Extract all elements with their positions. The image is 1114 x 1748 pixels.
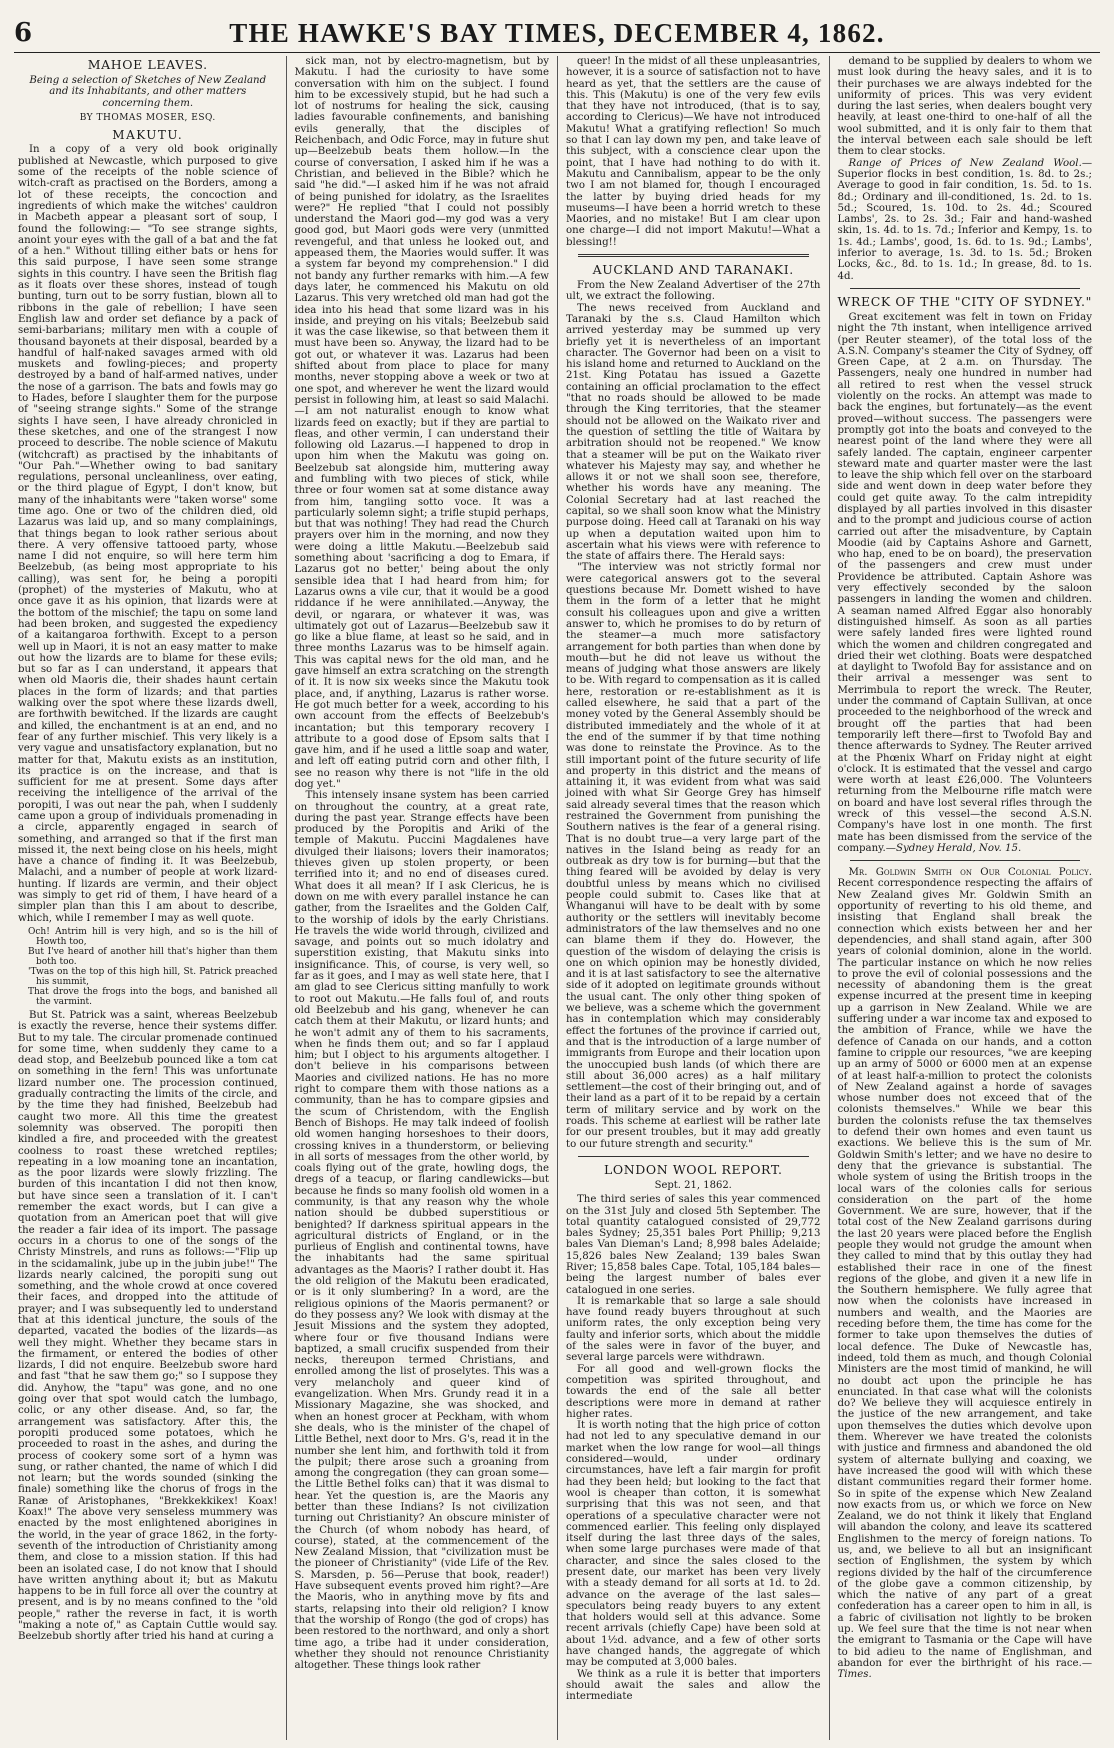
wool-prices-paragraph bbox=[838, 158, 1093, 282]
section-divider bbox=[578, 254, 809, 257]
paragraph-text: Recent correspondence respecting the affairs of New Zealand gives Mr. Goldwin Smith an opportunity of reverting to his old theme, and insisting that England shall break the connection which exists between her and her dependencies, and shall stand again, after 300 years of colonial dominion, alone in the world. The particular instance on which he now relies to prove the evil of colonial possessions and the necessity of abandoning them is the great expense incurred at the present time in keeping up a garrison in New Zealand. While we are suffering under a war income tax and exposed to the ambition of France, while we have the defence of Canada on our hands, and a cotton famine to cripple our resources, "we are keeping up an army of 5000 or 6000 men at an expense of at least half-a-million to protect the colonists of New Zealand against a horde of savages whose number does not exceed that of the colonists themselves." While we bear this burden the colonists refuse the tax themselves to defend their own homes and even taunt us exactions. We believe this is the sum of Mr. Goldwin Smith's letter; and we have no desire to deny that the grievance is substantial. The whole system of using the British troops in the local wars of the colonies calls for serious consideration on the part of the home Government. We are sure, however, that if the total cost of the New Zealand garrisons during the last 20 years were placed before the English people they would not grudge the amount when they called to mind that by this outlay they had established their race in one of the finest regions of the globe, and given it a new life in the Southern hemisphere. We fully agree that now when the colonists have increased in numbers and wealth, and the Maories are receding before them, the time has come for the former to take upon themselves the duties of local defence. The Duke of Newcastle has, indeed, told them as much, and though Colonial Ministers are the most timid of mankind, he will no doubt act upon the principle he has enunciated. In that case what will the colonists do? We believe they will acquiesce entirely in the justice of the new arrangement, and take upon themselves the duties which devolve upon them. Wherever we have treated the colonists with justice and firmness and abandoned the old system of alternate bullying and coaxing, we have increased the good will with which these distant communities regard their former home. So in spite of the expense which New Zealand now exacts from us, or which we force on New Zealand, we do not think it likely that England will abandon the colony, and leave its scattered Englishmen to the mercy of foreign nations. To us, and, we believe to all but an insignificant section of Englishmen, the system by which regions divided by the half of the circumference of the globe gave a common citizenship, by which the native of any part of a great confederation has a career open to him in all, is a fabric of civilisation not lightly to be broken up. We feel sure that the time is not near when the emigrant to Tasmania or the Cape will have to bid adieu to the name of Englishman, and abandon for ever the birthright of his race. bbox=[837, 878, 1092, 1669]
article-subheading: Being a selection of Sketches of New Zealand and its Inhabitants, and other matters concerning them. bbox=[29, 75, 267, 109]
verse-quotation bbox=[28, 927, 278, 1007]
paragraph: It is worth noting that the high price of cotton had not led to any speculative demand in our market when the low range for wool—all things considered—would, under ordinary circumstances, have left a fair margin for profit had they been held; but looking to the fact that wool is cheaper than cotton, it is somewhat surprising that this was not seen, and that operations of a speculative character were not commenced earlier. This feeling only displayed itself during the last three days of the sales, when some large purchases were made of that character, and since the sales closed to the present date, our market has been very lively with a steady demand for all sorts at 1d. to 2d. advance on the average of the last sales—speculators being ready buyers to any extent that holders would sell at this advance. Some recent arrivals (chiefly Cape) have been sold at about 1½d. advance, and a few of other sorts have changed hands, the aggregate of which may be computed at 3,000 bales. bbox=[566, 1420, 821, 1669]
source-attribution: —Times. bbox=[837, 1657, 1092, 1681]
paragraph: sick man, not by electro-magnetism, but by Makutu. I had the curiosity to have some conversation with him on the subject. I found him to be excessively stupid, but he had such a lot of nostrums for healing the sick, causing ladies favourable confinements, and banishing evils generally, that the disciples of Reichenbach, and Odic Force, may in future shut up—Beelzebub beats them hollow.—In the course of conversation, I asked him if he was a Christian, and believed in the Bible? which he said "he did."—I asked him if he was not afraid of being punished for idolatry, as the Israelites were?" He replied "that I could not possibly understand the Maori god—my god was a very good god, but Maori gods were very (unmitted revengeful, and that unless he looked out, and appeased them, the Maories would suffer. It was a system far beyond my comprehension." I did not bandy any further remarks with him.—A few days later, he commenced his Makutu on old Lazarus. This very wretched old man had got the idea into his head that some lizard was in his inside, and preying on his vitals; Beelzebub said it was the case likewise, so that between them it must have been so. Anyway, the lizard had to be got out, or whatever it was. Lazarus had been shifted about from place to place for many months, never stopping above a week or two at one spot, and wherever he went the lizard would persist in following him, at least so said Malachi.—I am not naturalist enough to know what lizards feed on exactly; but if they are partial to fleas, and other vermin, I can understand their following old Lazarus.—I happened to drop in upon him when the Makutu was going on. Beelzebub sat alongside him, muttering away and fumbling with two pieces of stick, while three or four women sat at some distance away from him, tangiing sotto voce. It was a particularly solemn sight; a trifle stupid perhaps, but that was nothing! They had read the Church prayers over him in the morning, and now they were doing a little Makutu.—Beelzebub said something about 'sacrificing a dog to Emara, if Lazarus got no better,' being about the only sensible idea that I had heard from him; for Lazarus owns a vile cur, that it would be a good riddance if he were annihilated.—Anyway, the devil, or ngarara, or whatever it was, was ultimately got out of Lazarus—Beelzebub saw it go like a blue flame, at least so he said, and in three months Lazarus was to be himself again. This was capital news for the old man, and he gave himself an extra scratching on the strength of it. It is now six weeks since the Makutu took place, and, if anything, Lazarus is rather worse. He got much better for a week, according to his own account from the effects of Beelzebub's incantation; but this temporary recovery I attribute to a good dose of Epsom salts that I gave him, and if he used a little soap and water, and left off eating putrid corn and other filth, I see no reason why there is not "life in the old dog yet." bbox=[294, 56, 549, 790]
column-2 bbox=[286, 56, 558, 1740]
section-divider bbox=[850, 860, 1081, 861]
paragraph: The news received from Auckland and Taranaki by the s.s. Claud Hamilton which arrived yesterday may be summed up very briefly yet it is nevertheless of an important character. The Governor had been on a visit to his island home and returned to Auckland on the 21st. King Potatau has issued a Gazette containing an official proclamation to the effect "that no roads should be allowed to be made through the King territories, that the steamer should not be allowed on the Waikato river and the question of settling the title of Waitara by arbitration should not be reopened." We know that a steamer will be put on the Waikato river whatever his Majesty may say, and whether he allows it or not we shall soon see, therefore, whether his words have any meaning. The Colonial Secretary had at last reached the capital, so we shall soon know what the Ministry purpose doing. Heed call at Taranaki on his way up when a deputation waited upon him to ascertain what his views were with reference to the state of affairs there. The Herald says: bbox=[566, 302, 821, 563]
column-1 bbox=[14, 56, 286, 1740]
column-4 bbox=[829, 56, 1101, 1740]
paragraph: But St. Patrick was a saint, whereas Beelzebub is exactly the reverse, hence their systems differ. But to my tale. The circular promenade continued for some time, when suddenly they came to a dead stop, and Beelzebub pounced like a tom cat on something in the fern! This was unfortunate lizard number one. The procession continued, gradually contracting the limits of the circle, and by the time they had finished, Beelzebub had caught two more. All this time the greatest solemnity was observed. The poropiti then kindled a fire, and proceeded with the greatest coolness to roast these wretched reptiles; repeating in a low moaning tone an incantation, as the poor lizards were slowly frizzling. The burden of this incantation I did not then know, but have since seen a translation of it. I can't remember the exact words, but I can give a quotation from an American poet that will give the reader a fair idea of its import. The passage occurs in a chorus to one of the songs of the Christy Minstrels, and runs as follows:—"Flip up in the scidamalink, jube up in the jubin jube!" The lizards nearly calcined, the poropiti sung out something, and the whole crowd at once covered their faces, and dropped into the attitude of prayer; and I was subsequently led to understand that at this identical juncture, the souls of the departed, vacated the bodies of the lizards—as well they might. Whether they became stars in the firmament, or entered the bodies of other lizards, I did not enquire. Beelzebub swore hard and fast "that he saw them go;" so I suppose they did. Anyhow, the "tapu" was gone, and no one going over that spot would catch the lumbago, colic, or any other disease. And, so far, the arrangement was satisfactory. After this, the poropiti produced some potatoes, which he proceeded to roast in the ashes, and during the process of cookery some sort of a hymn was sung, or rather chanted, the name of which I did not learn; but the words sounded (sinking the finale) something like the chorus of frogs in the Ranæ of Aristophanes, "Brekkekkikex! Koax! Koax!" The above very senseless mummery was enacted by the most enlightened aborigines in the world, in the year of grace 1862, in the forty-seventh of the introduction of Christianity among them, and close to a mission station. If this had been an isolated case, I do not know that I should have written anything about it; but as Makutu happens to be in full force all over the country at present, and is by no means confined to the "old people," rather the reverse in fact, it is worth "making a note of," as Captain Cuttle would say. Beelzebub shortly after tried his hand at curing a bbox=[18, 1009, 278, 1643]
paragraph: From the New Zealand Advertiser of the 27th ult, we extract the following. bbox=[566, 280, 821, 303]
article-heading-auckland-taranaki: AUCKLAND AND TARANAKI. bbox=[592, 262, 794, 278]
paragraph: The third series of sales this year commenced on the 31st July and closed 5th September. The total quantity catalogued consisted of 29,772 bales Sydney; 25,351 bales Port Phillip; 9,213 bales Van Dieman's Land; 8,998 bales Adelaide; 15,826 bales New Zealand; 139 bales Swan River; 15,858 bales Cape. Total, 105,184 bales—being the largest number of bales ever catalogued in one series. bbox=[566, 1194, 821, 1296]
verse-line: But I've heard of another hill that's higher than them both too. bbox=[28, 946, 278, 967]
article-heading-mahoe-leaves: MAHOE LEAVES. bbox=[87, 57, 208, 72]
column-3 bbox=[557, 56, 829, 1740]
paragraph: queer! In the midst of all these unpleasantries, however, it is a source of satisfaction not to have heard as yet, that the settlers are the cause of this. This (Makutu) is one of the very few evils that they have not introduced, (that is to say, according to Clericus)—We have not introduced Makutu! What a gratifying reflection! So much so that I can lay down my pen, and take leave of this subject, with a conscience clear upon the point, that I have had nothing to do with it. Makutu and Cannibalism, appear to be the only two I am not blamed for, though I encouraged the latter by buying dried heads for my museums—I have been a horrid wretch to these Maories, and no mistake! But I am clear upon one charge—I did not import Makutu!—What a blessing!! bbox=[566, 56, 821, 248]
verse-line: That drove the frogs into the bogs, and banished all the varmint. bbox=[28, 986, 278, 1007]
wool-prices-label: Range of Prices of New Zealand Wool. bbox=[848, 157, 1082, 169]
article-columns bbox=[14, 56, 1100, 1740]
article-heading-london-wool-report: LONDON WOOL REPORT. bbox=[603, 1161, 783, 1177]
wool-prices-text: —Superior flocks in best condition, 1s. 8d. to 2s.; Average to good in fair condition, 1s. 5d. to 1s. 8d.; Ordinary and ill-conditioned, 1s. 2d. to 1s. 5d.; Scoured, 1s. 10d. to 2s. 4d.; Scoured Lambs', 2s. to 2s. 3d.; Fair and hand-washed skin, 1s. 4d. to 1s. 7d.; Inferior and Kempy, 1s. to 1s. 4d.; Lambs', good, 1s. 6d. to 1s. 9d.; Lambs', inferior to average, 1s. 3d. to 1s. 5d.; Broken Locks, &c., 8d. to 1s. 1d.; In grease, 8d. to 1s. 4d. bbox=[837, 157, 1092, 282]
paragraph-text: Great excitement was felt in town on Friday night the 7th instant, when intelligence arrived (per Reuter steamer), of the total loss of the A.S.N. Company's steamer the City of Sydney, off Green Cape, at 2 a.m. on Thursday. The Passengers, nealy one hundred in number had all retired to rest when the vessel struck violently on the rocks. An attempt was made to back the engines, but fortunately—as the event proved—without success. The passengers were promptly got into the boats and conveyed to the nearest point of the land where they were all safely landed. The captain, engineer carpenter steward mate and quarter master were the last to leave the ship which fell over on the starboard side and went down in deep water before they could get quite away. To the calm intrepidity displayed by all parties involved in this disaster and to the prompt and judicious course of action carried out after the misadventure, by Captain Moodie (aid by Captains Ashore and Garnett, who hap, ened to be on board), the preservation of the passengers and crew must under Providence be attributed. Captain Ashore was very effectively seconded by the saloon passengers in landing the women and children. A seaman named Alfred Eggar also honorably distinguished himself. As soon as all parties were safely landed fires were lighted round which the women and children congregated and dried their wet clothing. Boats were despatched at daylight to Twofold Bay for assistance and on their arrival a messenger was sent to Merrimbula to report the wreck. The Reuter, under the command of Captain Sullivan, at once proceeded to the neighborhood of the wreck and brought off the parties that had been temporarily left there—first to Twofold Bay and thence afterwards to Sydney. The Reuter arrived at the Phœnix Wharf on Friday night at eight o'clock. It is estimated that the vessel and cargo were worth at least £26,000. The Volunteers returning from the Melbourne rifle match were on board and have lost several rifles through the wreck of this vessel—the second A.S.N. Company's have lost in one month. The first mate has been dismissed from the service of the company. bbox=[837, 311, 1092, 854]
runin-heading: Mr. Goldwin Smith on Our Colonial Policy. bbox=[848, 867, 1092, 879]
verse-line: Och! Antrim hill is very high, and so is the hill of Howth too, bbox=[28, 926, 278, 947]
paragraph: For all good and well-grown flocks the competition was spirited throughout, and towards the end of the sale all better descriptions were more in demand at rather higher rates. bbox=[566, 1363, 821, 1420]
paragraph bbox=[838, 867, 1093, 1680]
page-number: 6 bbox=[14, 18, 33, 48]
section-divider bbox=[850, 288, 1081, 289]
verse-line: 'Twas on the top of this high hill, St. Patrick preached his summit, bbox=[28, 966, 278, 987]
dateline: Sept. 21, 1862. bbox=[654, 1179, 732, 1191]
source-attribution: —Sydney Herald, Nov. 15. bbox=[885, 842, 1022, 854]
paragraph: demand to be supplied by dealers to whom we must look during the heavy sales, and it is to their purchases we are always indebted for the uniformity of prices. This was very evident during the last series, when dealers bought very heavily, at least one-third to one-half of all the wool submitted, and it is only fair to them that the interval between each sale should be left them to clear stocks. bbox=[837, 56, 1092, 158]
byline: BY THOMAS MOSER, ESQ. bbox=[79, 112, 216, 123]
paragraph bbox=[838, 312, 1093, 854]
paragraph: "The interview was not strictly formal nor were categorical answers got to the several questions because Mr. Domett wished to have them in the form of a letter that he might consult his colleagues upon and give a written answer to, which he promises to do by return of the steamer—a much more satisfactory arrangement for both parties than when done by mouth—but he did not leave us without the means of judging what those answers are likely to be. With regard to compensation as it is called here, restoration or re-establishment as it is called elsewhere, he said that a part of the money voted by the General Assembly should be distributed immediately and the whole of it at the end of the summer if by that time nothing was done to reinstate the Province. As to the still important point of the future security of life and property in this district and the means of attaining it, it was evident from what was said joined with what Sir George Grey has himself said already several times that the reason which restrained the Government from punishing the Southern natives is the fear of a general rising. That is no doubt true—a very large part of the natives in the Island being as ready for an outbreak as dry tow is for burning—but that the thing feared will be avoided by delay is very doubtful unless by means which no civilised people could submit to. Cases like that at Whanganui will have to be dealt with by some authority or the settlers will inevitably become administrators of the law themselves and no one can blame them if they do. However, the question of the wisdom of delaying the crisis is one on which opinion may be honestly divided, and it is at last satisfactory to see the alternative side of it adopted on legitimate grounds without the usual cant. The only other thing spoken of we believe, was a scheme which the government has in contemplation which may considerably effect the fortunes of the province if carried out, and that is the introduction of a large number of immigrants from Europe and their location upon the unoccupied bush lands (of which there are still about 36,000 acres) as a half military settlement—the cost of their bringing out, and of their land as a part of it to be repaid by a certain term of military service and by work on the roads. This scheme at earliest will be rather late for our present troubles, but it may add greatly to our future strength and security." bbox=[566, 562, 821, 1150]
paragraph: It is remarkable that so large a sale should have found ready buyers throughout at such uniform rates, the only exception being very faulty and inferior sorts, which about the middle of the sales were in favor of the buyer, and several large parcels were withdrawn. bbox=[566, 1295, 821, 1364]
section-divider bbox=[578, 1156, 809, 1157]
newspaper-title: THE HAWKE'S BAY TIMES, DECEMBER 4, 1862. bbox=[229, 17, 885, 48]
paragraph: In a copy of a very old book originally published at Newcastle, which purposed to give some of the receipts of the noble science of witch-craft as practised on the Borders, among a lot of these receipts, the concoction and ingredients of which make the witches' cauldron in Macbeth appear a pleasant sort of soup, I found the following:— "To see strange sights, anoint your eyes with the gall of a bat and the fat of a hen." Without tilling either bats or hens for this said purpose, I have seen some strange sights in this country. I have seen the British flag as it floats over these shores, instead of tough bunting, turn out to be sorry fustian, blown all to ribbons in the gale of rebellion; I have seen English law and order set defiance by a pack of semi-barbarians; military men with a couple of thousand bayonets at their disposal, bearded by a handful of half-naked savages armed with old muskets and fowling-pieces; and property destroyed by a band of half-armed natives, under the nose of a garrison. The bats and fowls may go to Hades, before I slaughter them for the purpose of "seeing strange sights." Some of the strange sights I have seen, I have already chronicled in these sketches, and one of the strangest I now proceed to describe. The noble science of Makutu (witchcraft) as practised by the inhabitants of "Our Pah."—Whether owing to bad sanitary regulations, personal uncleanliness, over eating, or the third plague of Egypt, I don't know, but many of the inhabitants were "taken worse" some time ago. One or two of the children died, old Lazarus was laid up, and so many complainings, that things began to look rather serious about there. A very offensive tattooed party, whose name I did not enquire, so will here term him Beelzebub, (as being most appropriate to his calling), was sent for, he being a poropiti (prophet) of the mysteries of Makutu, who at once gave it as his opinion, that lizards were at the bottom of the mischief; the tapu on some land had been broken, and suggested the expediency of a kaitangaroa forthwith. Except to a person well up in Maori, it is not an easy matter to make out how the lizards are to blame for these evils; but so far as I can understand, it appears that when old Maoris die, their shades haunt certain places in the form of lizards; and that parties walking over the spot where these lizards dwell, are forthwith bewitched. If the lizards are caught and killed, the enchantment is at an end, and no fear of any further mischief. This very likely is a very vague and unsatisfactory explanation, but no matter for that, Makutu exists as an institution, its practice is on the increase, and that is sufficient for me at present. Some days after receiving the intelligence of the arrival of the poropiti, I was out near the pah, when I suddenly came upon a group of individuals promenading in a circle, apparently engaged in search of something, and arranged so that if the first man missed it, the next being close on his heels, might have a chance of finding it. It was Beelzebub, Malachi, and a number of people at work lizard-hunting. If lizards are vermin, and their object was simply to get rid of them, I have heard of a simpler plan than this I am about to describe, which, while I remember I may as well quote. bbox=[18, 144, 278, 924]
article-heading-wreck-city-of-sydney: WRECK OF THE "CITY OF SYDNEY." bbox=[837, 293, 1092, 309]
paragraph: We think as a rule it is better that importers should await the sales and allow the intermediate bbox=[566, 1668, 821, 1703]
paragraph: This intensely insane system has been carried on throughout the country, at a great rate, during the past year. Strange effects have been produced by the Poropitis and Ariki of the temple of Makutu. Puccini Magdalenes have divulged their liaisons; lovers their inamoratos; thieves given up stolen property, or been terrified into it; and no end of diseases cured. What does it all mean? If I ask Clericus, he is down on me with every parallel instance he can gather, from the Israelites and the Golden Calf, to the worship of idols by the early Christians. He travels the wide world through, civilized and savage, and points out so much idolatry and superstition existing, that Makutu sinks into insignificance. This, of course, is very well, so far as it goes, and I may as well state here, that I am glad to see Clericus sitting manfully to work to root out Makutu.—He falls foul of, and routs old Beelzebub and his gang, whenever he can catch them at their Makutu, or lizard hunts; and he won't admit any of them to his sacraments, when he finds them out; and so far I applaud him; but I object to his arguments altogether. I don't believe in his comparisons between Maories and civilized nations. He has no more right to compare them with those nations as a community, than he has to compare gipsies and the scum of Christendom, with the English Bench of Bishops. He may talk indeed of foolish old women hanging horseshoes to their doors, crossing knives in a thunderstorm, or believing in all sorts of messages from the other world, by coals flying out of the grate, howling dogs, the dregs of a teacup, or flaring candlewicks—but because he finds so many foolish old women in a community, is that any reason why the whole nation should be dubbed superstitious or benighted? If darkness spiritual appears in the agricultural districts of England, or in the purlieus of English and continental towns, have the inhabitants had the same spiritual advantages as the Maoris? I rather doubt it. Has the old religion of the Makutu been eradicated, or is it only slumbering? In a word, are the religious opinions of the Maoris permanent? or do they possess any? We look with dismay at the Jesuit Missions and the system they adopted, where four or five thousand Indians were baptized, a small crucifix suspended from their necks, thereupon termed Christians, and enrolled among the list of proselytes. This was a very melancholy and queer kind of evangelization. When Mrs. Grundy read it in a Missionary Magazine, she was shocked, and when an honest grocer at Peckham, with whom she deals, who is the minister of the chapel of Little Bethel, next door to Mrs. G's, read it in the number she lent him, and forthwith told it from the pulpit; there arose such a groaning from among the congregation (they can groan some—the Little Bethel folks can) that it was dismal to hear. Yet the question is, are the Maoris any better than these Indians? Is not civilization turning out Christianity? An obscure minister of the Church (of whom nobody has heard, of course), stated, at the commencement of the New Zealand Mission, that "civilization must be the pioneer of Christianity" (vide Life of the Rev. S. Marsden, p. 56—Peruse that book, reader!) Have subsequent events proved him right?—Are the Maoris, who in anything move by fits and starts, relapsing into their old religion? I know that the worship of Rongo (the god of crops) has been restored to the northward, and only a short time ago, a tribe had it under consideration, whether they should not renounce Christianity altogether. These things look rather bbox=[294, 790, 549, 1672]
masthead bbox=[14, 14, 1100, 53]
section-title-makutu: MAKUTU. bbox=[112, 128, 184, 143]
